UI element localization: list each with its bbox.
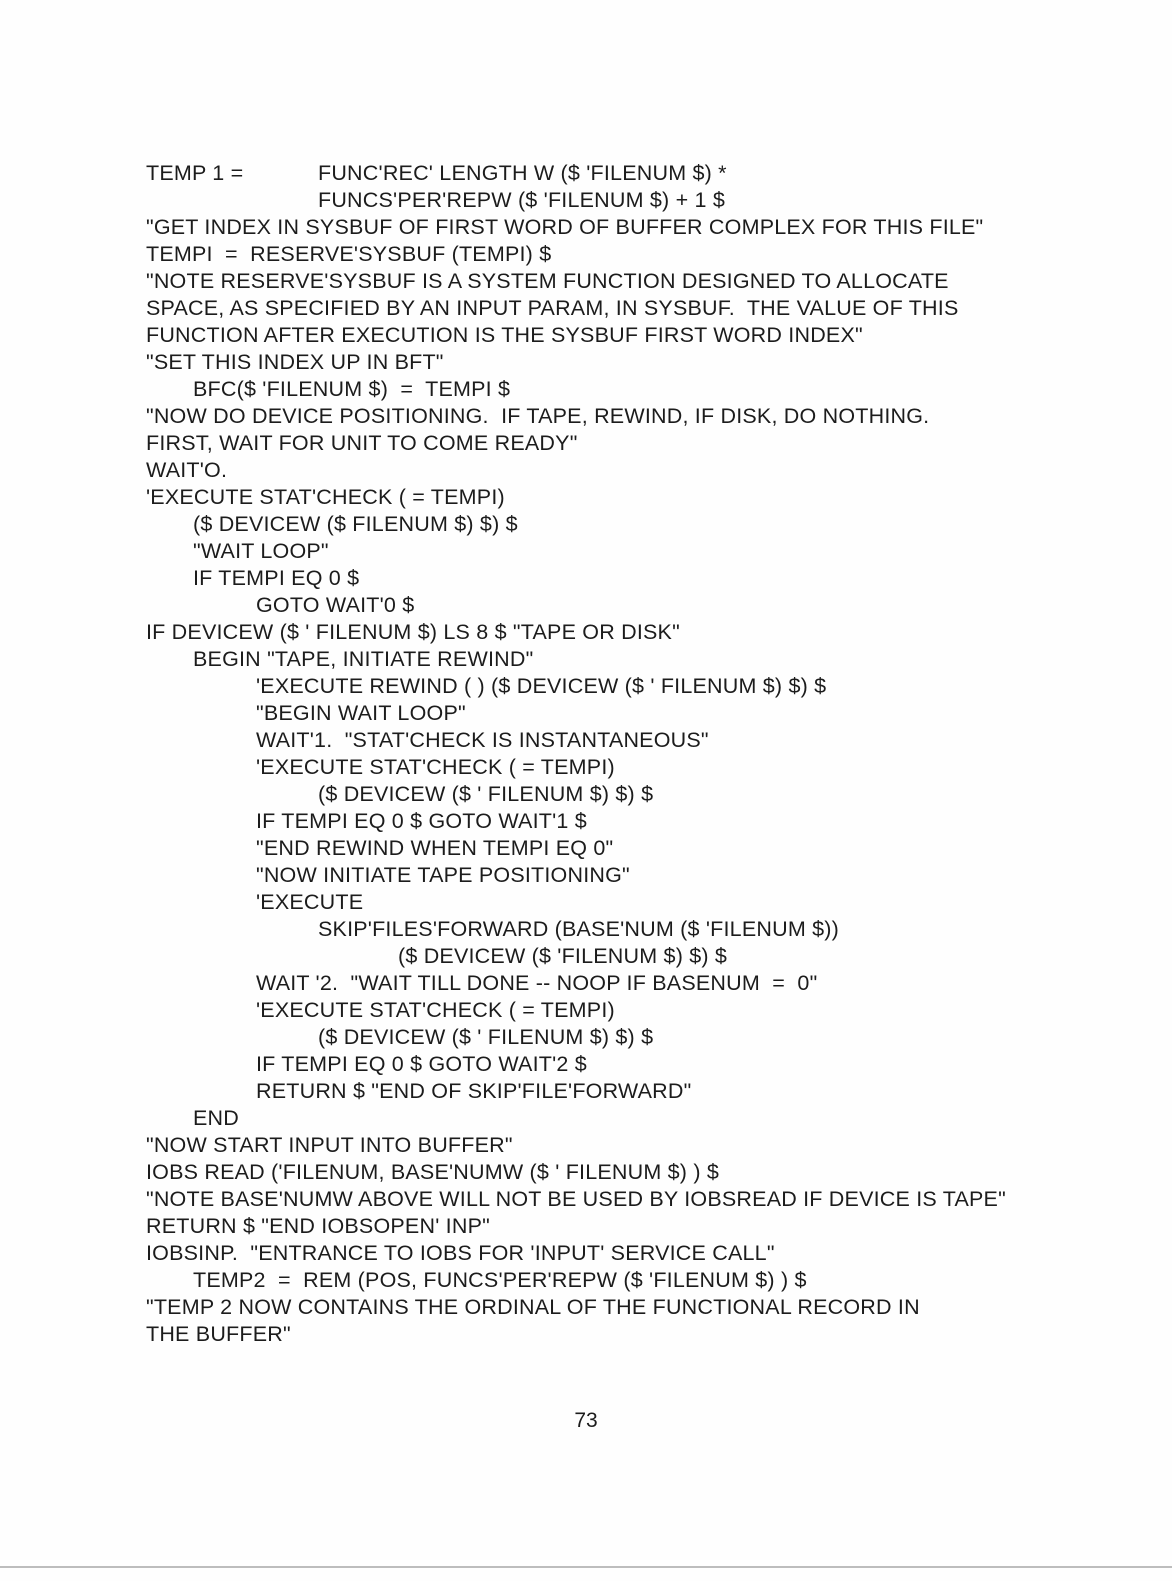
code-line: WAIT '2. "WAIT TILL DONE -- NOOP IF BASENUM = 0" [256, 971, 818, 995]
code-line: IOBSINP. "ENTRANCE TO IOBS FOR 'INPUT' SERVICE CALL" [146, 1241, 775, 1265]
code-line: WAIT'O. [146, 458, 228, 482]
code-line: 'EXECUTE STAT'CHECK ( = TEMPI) [146, 485, 505, 509]
code-line: 'EXECUTE [256, 890, 364, 914]
code-line: "TEMP 2 NOW CONTAINS THE ORDINAL OF THE FUNCTIONAL RECORD IN [146, 1295, 920, 1319]
code-line: FUNC'REC' LENGTH W ($ 'FILENUM $) * [318, 161, 727, 185]
code-line: IOBS READ ('FILENUM, BASE'NUMW ($ ' FILENUM $) ) $ [146, 1160, 720, 1184]
code-line: "NOTE RESERVE'SYSBUF IS A SYSTEM FUNCTION DESIGNED TO ALLOCATE [146, 269, 949, 293]
code-line: GOTO WAIT'0 $ [256, 593, 415, 617]
code-line: TEMPI = RESERVE'SYSBUF (TEMPI) $ [146, 242, 552, 266]
scan-bottom-edge [0, 1566, 1172, 1568]
code-line: "NOTE BASE'NUMW ABOVE WILL NOT BE USED BY IOBSREAD IF DEVICE IS TAPE" [146, 1187, 1006, 1211]
code-line: FUNCTION AFTER EXECUTION IS THE SYSBUF FIRST WORD INDEX" [146, 323, 863, 347]
code-line: BFC($ 'FILENUM $) = TEMPI $ [193, 377, 511, 401]
code-line: ($ DEVICEW ($ ' FILENUM $) $) $ [318, 1025, 654, 1049]
code-line: 'EXECUTE STAT'CHECK ( = TEMPI) [256, 998, 615, 1022]
code-line: "WAIT LOOP" [193, 539, 329, 563]
code-line: "BEGIN WAIT LOOP" [256, 701, 466, 725]
code-line: RETURN $ "END IOBSOPEN' INP" [146, 1214, 490, 1238]
code-line: FUNCS'PER'REPW ($ 'FILENUM $) + 1 $ [318, 188, 725, 212]
code-line: "NOW DO DEVICE POSITIONING. IF TAPE, REWIND, IF DISK, DO NOTHING. [146, 404, 930, 428]
page-number: 73 [574, 1409, 598, 1432]
code-line: RETURN $ "END OF SKIP'FILE'FORWARD" [256, 1079, 692, 1103]
code-line: WAIT'1. "STAT'CHECK IS INSTANTANEOUS" [256, 728, 709, 752]
code-line: END [193, 1106, 239, 1130]
code-line: FIRST, WAIT FOR UNIT TO COME READY" [146, 431, 578, 455]
code-line: 'EXECUTE REWIND ( ) ($ DEVICEW ($ ' FILENUM $) $) $ [256, 674, 827, 698]
code-line: BEGIN "TAPE, INITIATE REWIND" [193, 647, 534, 671]
code-line: THE BUFFER" [146, 1322, 291, 1346]
code-line: IF DEVICEW ($ ' FILENUM $) LS 8 $ "TAPE OR DISK" [146, 620, 680, 644]
code-line: 'EXECUTE STAT'CHECK ( = TEMPI) [256, 755, 615, 779]
code-line: "NOW INITIATE TAPE POSITIONING" [256, 863, 630, 887]
code-line: "GET INDEX IN SYSBUF OF FIRST WORD OF BUFFER COMPLEX FOR THIS FILE" [146, 215, 984, 239]
code-line: ($ DEVICEW ($ ' FILENUM $) $) $ [318, 782, 654, 806]
code-label: TEMP 1 = [146, 161, 244, 185]
code-line: "END REWIND WHEN TEMPI EQ 0" [256, 836, 614, 860]
code-line: TEMP2 = REM (POS, FUNCS'PER'REPW ($ 'FILENUM $) ) $ [193, 1268, 807, 1292]
code-line: ($ DEVICEW ($ 'FILENUM $) $) $ [398, 944, 728, 968]
code-line: "NOW START INPUT INTO BUFFER" [146, 1133, 513, 1157]
code-line: "SET THIS INDEX UP IN BFT" [146, 350, 444, 374]
code-line: IF TEMPI EQ 0 $ GOTO WAIT'1 $ [256, 809, 587, 833]
code-line: SPACE, AS SPECIFIED BY AN INPUT PARAM, IN SYSBUF. THE VALUE OF THIS [146, 296, 959, 320]
code-line: SKIP'FILES'FORWARD (BASE'NUM ($ 'FILENUM $)) [318, 917, 839, 941]
code-line: ($ DEVICEW ($ FILENUM $) $) $ [193, 512, 518, 536]
code-line: IF TEMPI EQ 0 $ GOTO WAIT'2 $ [256, 1052, 587, 1076]
code-line: IF TEMPI EQ 0 $ [193, 566, 360, 590]
